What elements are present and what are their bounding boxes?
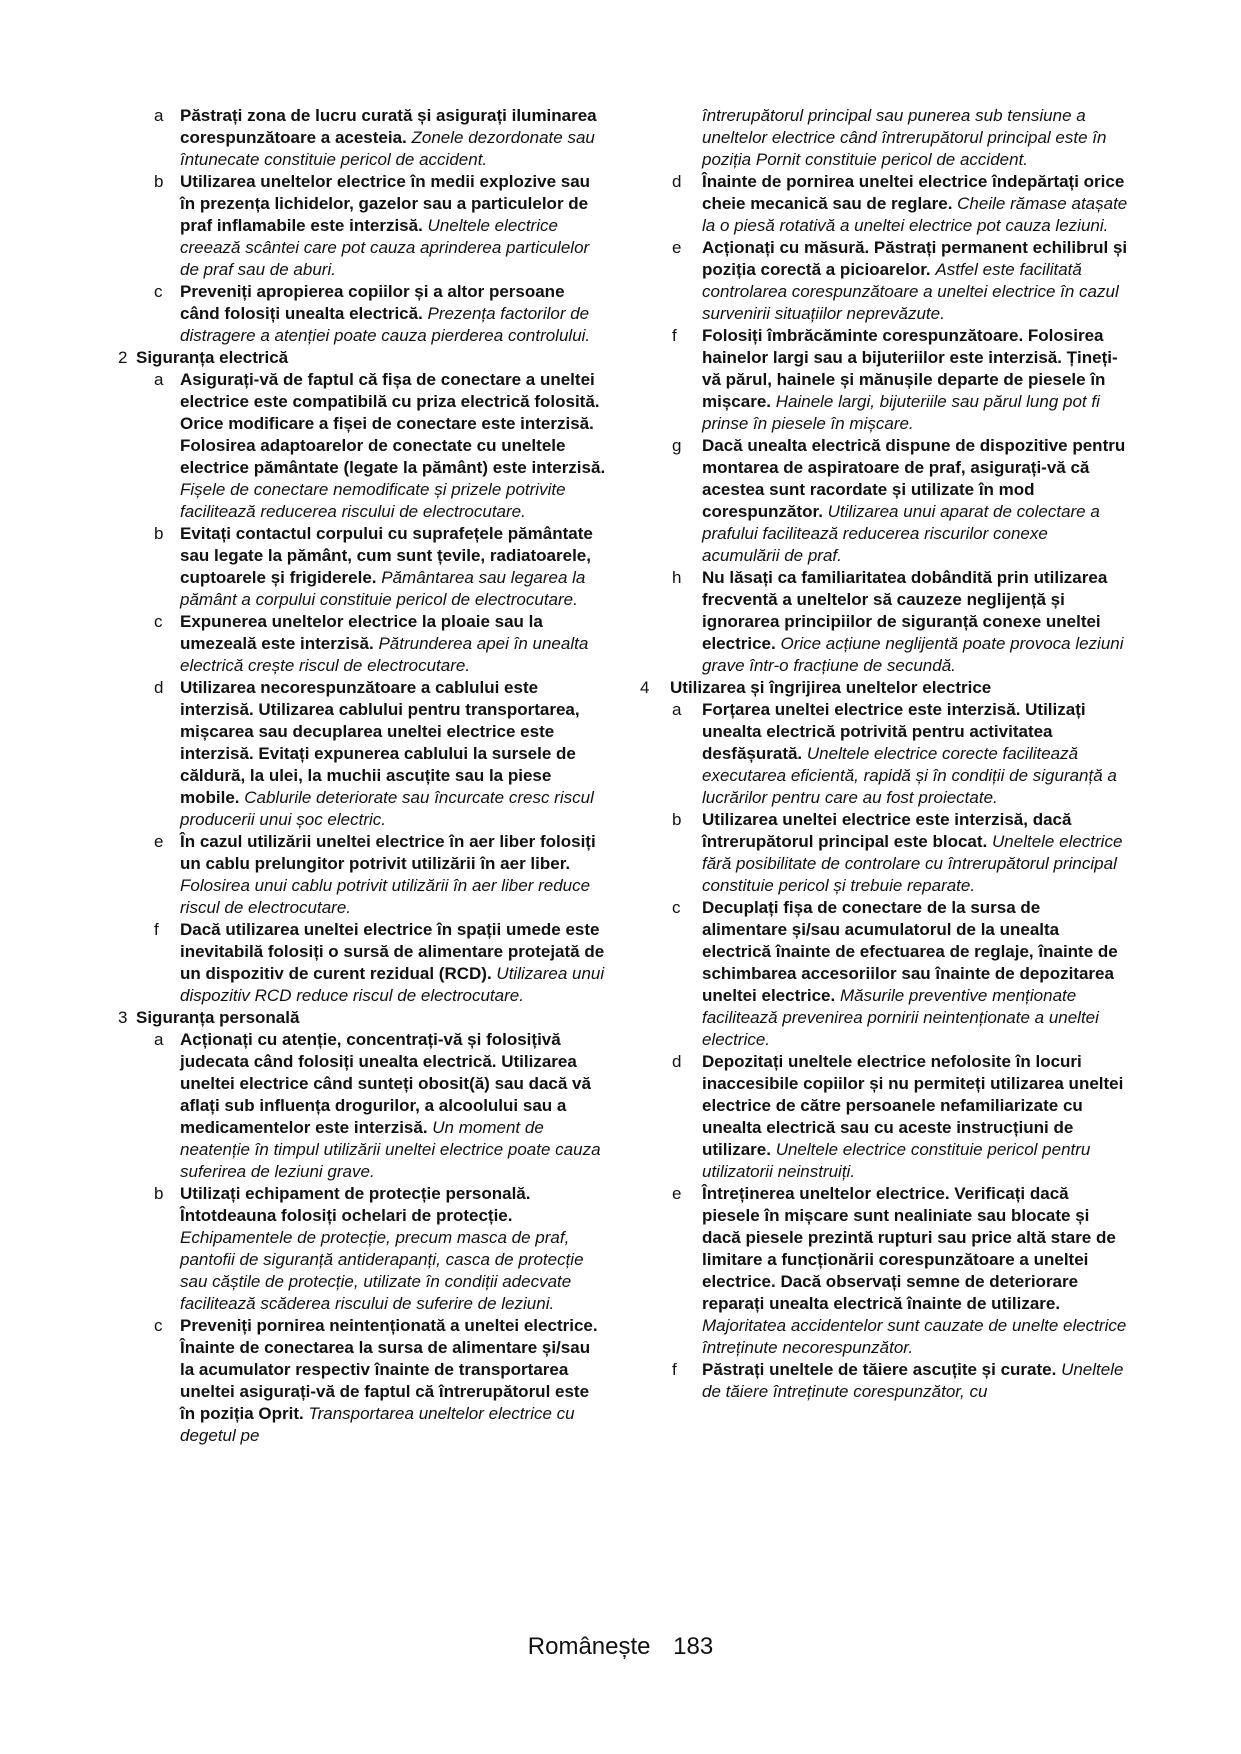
item-body <box>180 677 608 831</box>
list-item <box>640 1359 1128 1403</box>
item-italic-text: Zonele dezordonate sau întunecate constituie pericol de accident. <box>180 128 595 169</box>
item-letter: h <box>672 568 682 587</box>
item-body <box>180 611 608 677</box>
item-body <box>702 1359 1128 1403</box>
item-letter: b <box>672 810 682 829</box>
item-body <box>702 699 1128 809</box>
item-bold-text: Utilizarea uneltei electrice este interzisă, dacă întrerupătorul principal este blocat. <box>702 810 1072 851</box>
item-bold-text: Depozitați uneltele electrice nefolosite în locuri inaccesibile copiilor și nu permiteți utilizarea uneltei electrice de către persoanele nefamiliarizate cu unealta electrică sau cu aceste instrucțiuni de utilizare. <box>702 1052 1124 1159</box>
list-item <box>118 831 608 919</box>
item-italic-text: Prezența factorilor de distragere a atenției poate cauza pierderea controlului. <box>180 304 591 345</box>
list-item <box>118 171 608 281</box>
list-item <box>118 105 608 171</box>
item-letter: f <box>672 326 677 345</box>
item-bold-text: Dacă unealta electrică dispune de dispozitive pentru montarea de aspiratoare de praf, asigurați-vă că acestea sunt racordate și utilizate în mod corespunzător. <box>702 436 1126 521</box>
item-letter: c <box>154 282 163 301</box>
item-italic-text: Astfel este facilitată controlarea corespunzătoare a uneltei electrice în cazul survenirii situațiilor neprevăzute. <box>702 260 1119 323</box>
item-letter: c <box>154 612 163 631</box>
item-letter: a <box>154 370 164 389</box>
item-body <box>702 809 1128 897</box>
section-1-items <box>118 105 608 347</box>
item-letter: d <box>154 678 164 697</box>
list-item <box>118 1315 608 1447</box>
list-item <box>640 237 1128 325</box>
item-bold-text: Folosiți îmbrăcăminte corespunzătoare. Folosirea hainelor largi sau a bijuteriilor este interzisă. Țineți-vă părul, hainele și mănușile departe de piesele în mișcare. <box>702 326 1118 411</box>
item-italic-text: Pământarea sau legarea la pământ a corpului constituie pericol de electrocutare. <box>180 568 586 609</box>
item-body <box>702 897 1128 1051</box>
item-italic-text: Hainele largi, bijuteriile sau părul lung pot fi prinse în piesele în mișcare. <box>702 392 1100 433</box>
item-italic-text: Cablurile deteriorate sau încurcate cresc riscul producerii unui șoc electric. <box>180 788 594 829</box>
item-letter: e <box>154 832 164 851</box>
list-item <box>118 523 608 611</box>
item-italic-text: Cheile rămase atașate la o piesă rotativă a uneltei electrice pot cauza leziuni. <box>702 194 1128 235</box>
item-body <box>180 105 608 171</box>
item-italic-text: Uneltele electrice creează scântei care pot cauza aprinderea particulelor de praf sau de aburi. <box>180 216 590 279</box>
item-body <box>180 831 608 919</box>
item-italic-text: Uneltele de tăiere întreținute corespunzător, cu <box>702 1360 1124 1401</box>
section-title: Siguranța personală <box>136 1008 300 1027</box>
item-bold-text: Utilizarea uneltelor electrice în medii explozive sau în prezența lichidelor, gazelor sau a particulelor de praf inflamabile este interzisă. <box>180 172 591 235</box>
page-footer <box>0 1633 1241 1661</box>
item-body <box>180 1029 608 1183</box>
item-italic-text: Un moment de neatenție în timpul utilizării uneltei electrice poate cauza suferirea de leziuni grave. <box>180 1118 601 1181</box>
item-bold-text: Utilizarea necorespunzătoare a cablului este interzisă. Utilizarea cablului pentru transportarea, mișcarea sau decuplarea uneltei electrice este interzisă. Evitați expunerea cablului la sursele de căldură, la ulei, la muchii ascuțite sau la piese mobile. <box>180 678 580 807</box>
item-letter: g <box>672 436 682 455</box>
right-column <box>640 105 1128 1403</box>
list-item <box>118 1029 608 1183</box>
item-bold-text: Păstrați uneltele de tăiere ascuțite și curate. <box>702 1360 1057 1379</box>
item-body <box>180 1183 608 1315</box>
item-letter: b <box>154 1184 164 1203</box>
item-italic-text: Uneltele electrice fără posibilitate de controlare cu întrerupătorul principal constituie pericol și trebuie reparate. <box>702 832 1123 895</box>
item-body <box>180 369 608 523</box>
item-letter: d <box>672 172 682 191</box>
list-item <box>640 325 1128 435</box>
item-letter: e <box>672 238 682 257</box>
item-body <box>702 1051 1128 1183</box>
item-letter: d <box>672 1052 682 1071</box>
section-title: Siguranța electrică <box>136 348 289 367</box>
item-bold-text: Asigurați-vă de faptul că fișa de conectare a uneltei electrice este compatibilă cu priza electrică folosită. Orice modificare a fișei de conectare este interzisă. Folosirea adaptoarelor de conectate cu uneltele electrice pământate (legate la pământ) este interzisă. <box>180 370 606 477</box>
item-bold-text: Acționați cu măsură. Păstrați permanent echilibrul și poziția corectă a picioarelor. <box>702 238 1128 279</box>
list-item <box>118 611 608 677</box>
item-letter: e <box>672 1184 682 1203</box>
list-item <box>118 281 608 347</box>
item-italic-text: Uneltele electrice corecte facilitează executarea eficientă, rapidă și în condiții de siguranță a lucrărilor pentru care au fost proiectate. <box>702 744 1117 807</box>
item-italic-text: Folosirea unui cablu potrivit utilizării în aer liber reduce riscul de electrocutare. <box>180 876 591 917</box>
item-letter: c <box>154 1316 163 1335</box>
item-letter: a <box>154 106 164 125</box>
item-italic-text: Orice acțiune neglijentă poate provoca leziuni grave într-o fracțiune de secundă. <box>702 634 1124 675</box>
list-item <box>640 567 1128 677</box>
item-body <box>702 171 1128 237</box>
item-bold-text: Acționați cu atenție, concentrați-vă și folosițivă judecata când folosiți unealta electrică. Utilizarea uneltei electrice când sunteți obosit(ă) sau dacă vă aflați sub influența drogurilor, a alcoolului sau a medicamentelor este interzisă. <box>180 1030 591 1137</box>
item-italic-text: Utilizarea unui aparat de colectare a prafului facilitează reducerea riscurilor conexe acumulării de praf. <box>702 502 1100 565</box>
item-italic-text: Echipamentele de protecție, precum masca de praf, pantofii de siguranță antiderapanți, casca de protecție sau căștile de protecție, utilizate în condiții adecvate facilitează scăderea riscului de suferire de leziuni. <box>180 1228 584 1313</box>
list-item <box>640 171 1128 237</box>
section-3-items <box>118 1029 608 1447</box>
item-italic-text: Utilizarea unui dispozitiv RCD reduce riscul de electrocutare. <box>180 964 605 1005</box>
item-italic-text: Pătrunderea apei în unealta electrică crește riscul de electrocutare. <box>180 634 589 675</box>
item-bold-text: Înainte de pornirea uneltei electrice îndepărtați orice cheie mecanică sau de reglare. <box>702 172 1125 213</box>
footer-language: Românește <box>527 1633 651 1660</box>
item-italic-text: Uneltele electrice constituie pericol pentru utilizatorii neinstruiți. <box>702 1140 1091 1181</box>
list-item <box>640 699 1128 809</box>
item-italic-text: Măsurile preventive menționate facilitează prevenirea pornirii neintenționate a uneltei electrice. <box>702 986 1099 1049</box>
item-bold-text: Dacă utilizarea uneltei electrice în spații umede este inevitabilă folosiți o sursă de alimentare protejată de un dispozitiv de curent rezidual (RCD). <box>180 920 605 983</box>
item-italic-text: Majoritatea accidentelor sunt cauzate de unelte electrice întreținute necorespunzător. <box>702 1316 1127 1357</box>
section-number: 3 <box>118 1008 128 1027</box>
item-body <box>180 171 608 281</box>
section-4-items <box>640 699 1128 1403</box>
item-letter: b <box>154 524 164 543</box>
list-item <box>640 1183 1128 1359</box>
list-item <box>640 809 1128 897</box>
list-item <box>640 897 1128 1051</box>
item-body <box>180 919 608 1007</box>
list-item <box>640 1051 1128 1183</box>
item-bold-text: Întreținerea uneltelor electrice. Verificați dacă piesele în mișcare sunt nealiniate sau blocate și dacă piesele prezintă rupturi sau price altă stare de limitare a funcționării corespunzătoare a uneltei electrice. Dacă observați semne de deteriorare reparați unealta electrică înainte de utilizare. <box>702 1184 1116 1313</box>
list-item <box>118 1183 608 1315</box>
page-number: 183 <box>673 1633 714 1660</box>
section-3-items-continued <box>640 171 1128 677</box>
item-bold-text: Forțarea uneltei electrice este interzisă. Utilizați unealta electrică potrivită pentru activitatea desfășurată. <box>702 700 1086 763</box>
section-2-heading <box>118 347 608 369</box>
item-body <box>702 325 1128 435</box>
item-body <box>180 281 608 347</box>
item-body <box>702 435 1128 567</box>
item-bold-text: Preveniți apropierea copiilor și a altor persoane când folosiți unealta electrică. <box>180 282 565 323</box>
item-letter: f <box>154 920 159 939</box>
item-bold-text: Preveniți pornirea neintenționată a uneltei electrice. Înainte de conectarea la sursa de alimentare și/sau la acumulator respectiv înainte de transportarea uneltei asigurați-vă de faptul că întrerupătorul este în poziția Oprit. <box>180 1316 598 1423</box>
item-body <box>180 1315 608 1447</box>
item-body <box>702 1183 1128 1359</box>
left-column <box>118 105 608 1447</box>
item-body <box>180 523 608 611</box>
section-number: 2 <box>118 348 128 367</box>
section-2-items <box>118 369 608 1007</box>
item-bold-text: Evitați contactul corpului cu suprafețele pământate sau legate la pământ, cum sunt țevile, radiatoarele, cuptoarele și frigiderele. <box>180 524 593 587</box>
continued-text: întrerupătorul principal sau punerea sub tensiune a uneltelor electrice când întrerupătorul principal este în poziția Pornit constituie pericol de accident. <box>702 106 1107 169</box>
item-bold-text: Decuplați fișa de conectare de la sursa de alimentare și/sau acumulatorul de la unealta electrică înainte de efectuarea de reglaje, înainte de schimbarea accesoriilor sau înainte de depozitarea uneltei electrice. <box>702 898 1118 1005</box>
list-item <box>118 677 608 831</box>
list-item <box>118 369 608 523</box>
item-bold-text: Expunerea uneltelor electrice la ploaie sau la umezeală este interzisă. <box>180 612 543 653</box>
item-italic-text: Fișele de conectare nemodificate și prizele potrivite facilitează reducerea riscului de electrocutare. <box>180 480 566 521</box>
section-3-heading <box>118 1007 608 1029</box>
item-letter: a <box>154 1030 164 1049</box>
list-item <box>118 919 608 1007</box>
item-letter: f <box>672 1360 677 1379</box>
item-body <box>702 567 1128 677</box>
section-number: 4 <box>640 678 650 697</box>
item-bold-text: Nu lăsați ca familiaritatea dobândită prin utilizarea frecventă a uneltelor să cauzeze neglijență și ignorarea principiilor de siguranță conexe uneltei electrice. <box>702 568 1108 653</box>
item-letter: a <box>672 700 682 719</box>
list-item <box>640 435 1128 567</box>
item-letter: b <box>154 172 164 191</box>
section-title: Utilizarea și îngrijirea uneltelor electrice <box>670 678 992 697</box>
item-bold-text: Utilizați echipament de protecție personală. Întotdeauna folosiți ochelari de protecție. <box>180 1184 531 1225</box>
item-letter: c <box>672 898 681 917</box>
item-bold-text: Păstrați zona de lucru curată și asigurați iluminarea corespunzătoare a acesteia. <box>180 106 597 147</box>
item-bold-text: În cazul utilizării uneltei electrice în aer liber folosiți un cablu prelungitor potrivit utilizării în aer liber. <box>180 832 596 873</box>
item-body <box>702 237 1128 325</box>
section-4-heading <box>640 677 1128 699</box>
item-italic-text: Transportarea uneltelor electrice cu degetul pe <box>180 1404 575 1445</box>
